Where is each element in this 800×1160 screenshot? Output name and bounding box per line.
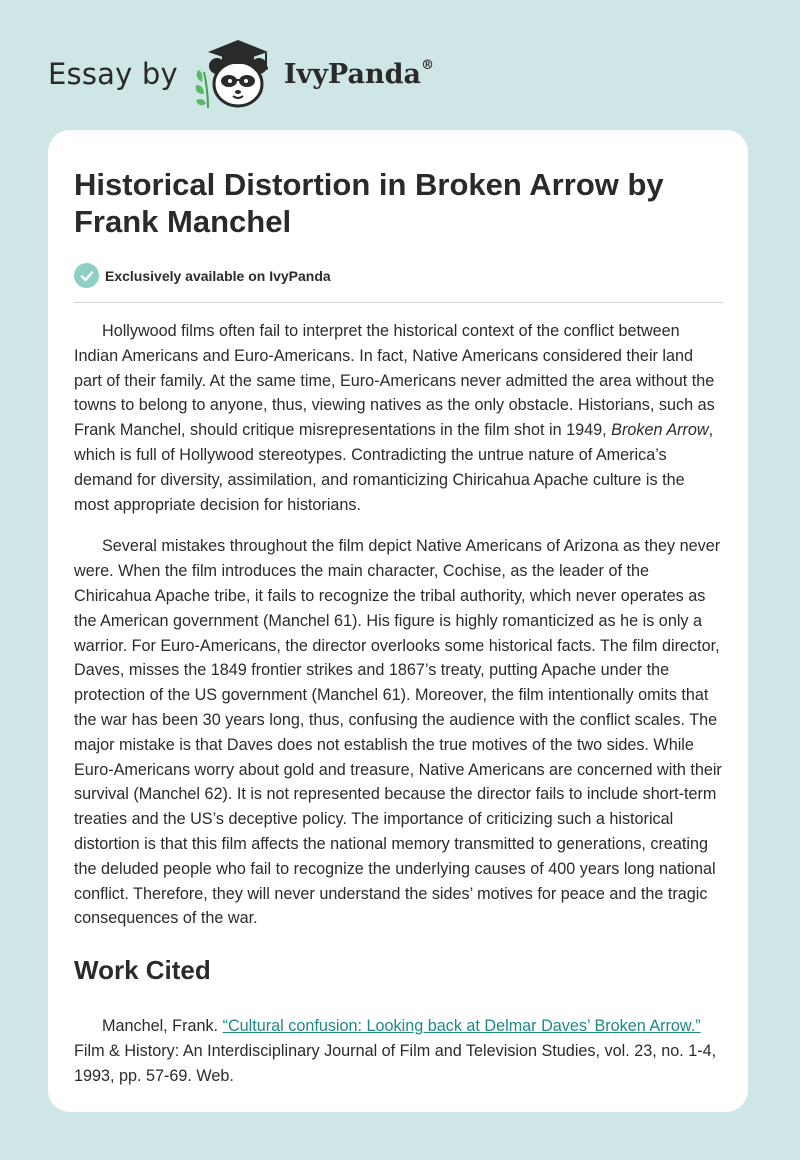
essay-card <box>48 130 748 1112</box>
page-title: Historical Distortion in Broken Arrow by Frank Manchel <box>74 167 664 239</box>
paragraph-2: Several mistakes throughout the film depict Native Americans of Arizona as they never were. When the film introduces the main character, Cochise, as the leader of the Chiricahua Apache tribe, it fails to recognize the tribal authority, which never operates as the American government (Manchel 61). His figure is highly romanticized as he is only a warrior. For Euro-Americans, the director overlooks some historical facts. The film director, Daves, misses the 1849 frontier strikes and 1867’s treaty, putting Apache under the protection of the US government (Manchel 61). Moreover, the film intentionally omits that the war has been 30 years long, thus, confusing the audience with the conflict scales. The major mistake is that Daves does not establish the true motives of the two sides. While Euro-Americans worry about gold and treasure, Native Americans are concerned with their survival (Manchel 62). It is not represented because the director fails to include short-term treaties and the US’s deceptive policy. The importance of criticizing such a historical distortion is that this film affects the national memory transmitted to generations, creating the deluded people who fail to recognize the underlying causes of 400 years long national conflict. Therefore, they will never understand the sides’ motives for peace and the tragic consequences of the war. <box>74 537 722 928</box>
site-header <box>48 34 434 114</box>
essay-by-label: Essay by <box>48 57 178 91</box>
citation-link[interactable]: “Cultural confusion: Looking back at Delmar Daves’ Broken Arrow.” <box>222 1017 701 1035</box>
check-icon <box>74 263 99 288</box>
citation: Manchel, Frank. “Cultural confusion: Looking back at Delmar Daves’ Broken Arrow.” Film & History: An Interdisciplinary Journal of Film and Television Studies, vol. 23, no. 1-4, 1993, pp. 57-69. Web. <box>74 1017 717 1085</box>
ivypanda-logo-icon[interactable] <box>192 36 278 112</box>
essay-body <box>74 319 724 931</box>
brand-name[interactable]: IvyPanda® <box>283 58 434 90</box>
exclusive-badge-label: Exclusively available on IvyPanda <box>105 267 331 284</box>
works-cited-heading: Work Cited <box>74 955 211 985</box>
exclusive-badge <box>74 263 331 288</box>
paragraph-1: Hollywood films often fail to interpret the historical context of the conflict between Indian Americans and Euro-Americans. In fact, Native Americans considered their land part of their family. At the same time, Euro-Americans never admitted the area without the towns to belong to anyone, thus, viewing natives as the only obstacle. Historians, such as Frank Manchel, should critique misrepresentations in the film shot in 1949, Broken Arrow, which is full of Hollywood stereotypes. Contradicting the untrue nature of America’s demand for diversity, assimilation, and romanticizing Chiricahua Apache culture is the most appropriate decision for historians. <box>74 322 715 514</box>
divider <box>74 302 723 303</box>
